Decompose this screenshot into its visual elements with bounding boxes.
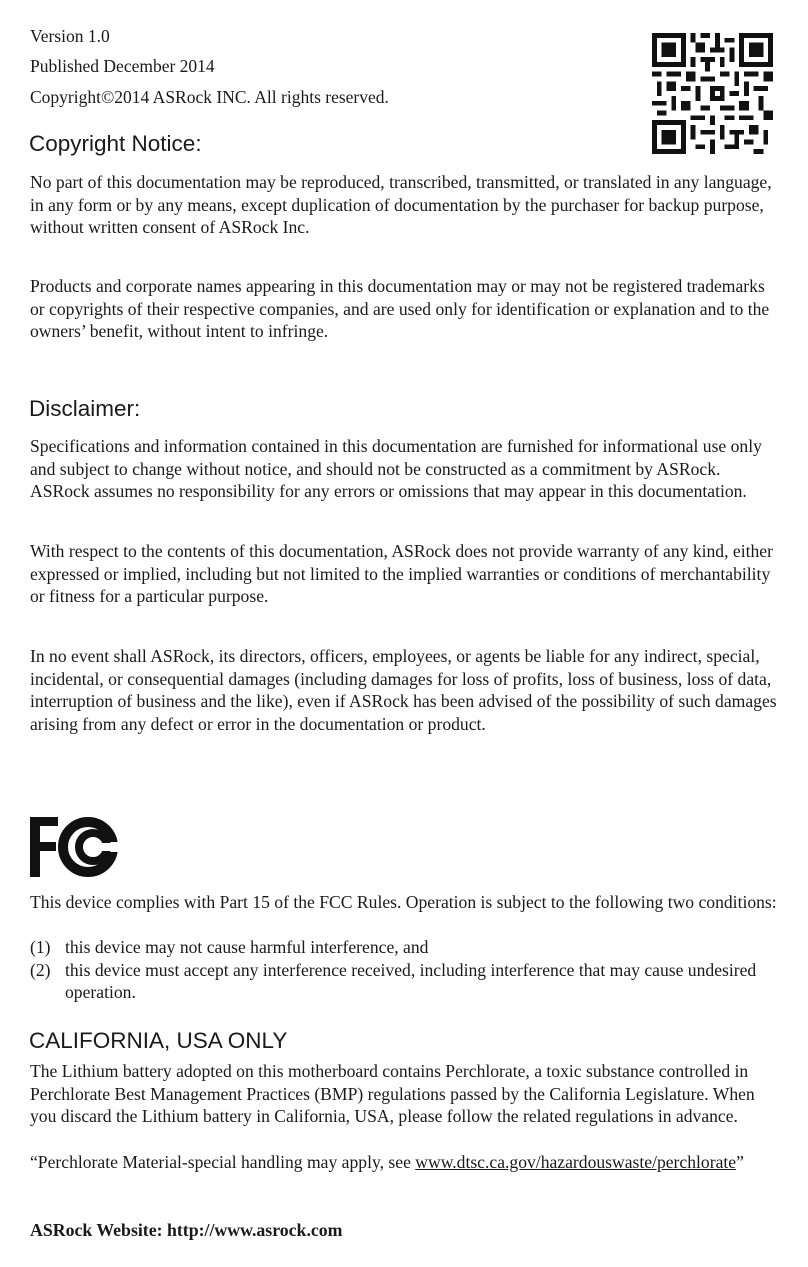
perchlorate-note	[30, 1151, 778, 1174]
condition-number: (2)	[30, 959, 51, 980]
qr-code-icon	[652, 33, 773, 154]
published-date: Published December 2014	[30, 56, 215, 76]
copyright-notice-heading: Copyright Notice:	[29, 131, 202, 156]
fcc-intro: This device complies with Part 15 of the FCC Rules. Operation is subject to the following two conditions:	[30, 892, 777, 912]
fcc-conditions-list	[30, 936, 778, 1004]
asrock-website: ASRock Website: http://www.asrock.com	[30, 1220, 343, 1240]
version-text: Version 1.0	[30, 26, 110, 46]
condition-text: this device must accept any interference received, including interference that may cause undesired operation.	[65, 959, 757, 1003]
copyright-line: Copyright©2014 ASRock INC. All rights reserved.	[30, 87, 389, 107]
condition-text: this device may not cause harmful interference, and	[65, 937, 429, 957]
disclaimer-heading: Disclaimer:	[29, 396, 141, 421]
dtsc-link[interactable]: www.dtsc.ca.gov/hazardouswaste/perchlorate	[415, 1152, 737, 1172]
perchlorate-quote-prefix: “Perchlorate Material-special handling may apply, see	[30, 1152, 416, 1172]
disclaimer-paragraph-3: In no event shall ASRock, its directors, officers, employees, or agents be liable for any indirect, special, incidental, or consequential damages (including damages for loss of profits, loss of business, loss of data, interruption of business and the like), even if ASRock has been advised of the possibility of such damages arising from any defect or error in the documentation or product.	[30, 646, 777, 734]
california-heading: CALIFORNIA, USA ONLY	[29, 1028, 288, 1053]
california-paragraph: The Lithium battery adopted on this motherboard contains Perchlorate, a toxic substance controlled in Perchlorate Best Management Practices (BMP) regulations passed by the California Legislature. When you discard the Lithium battery in California, USA, please follow the related regulations in advance.	[30, 1061, 755, 1127]
disclaimer-paragraph-1: Specifications and information contained in this documentation are furnished for informational use only and subject to change without notice, and should not be constructed as a commitment by ASRock. ASRock assumes no responsibility for any errors or omissions that may appear in this documentation.	[30, 436, 762, 502]
fcc-logo-icon	[30, 817, 118, 877]
copyright-paragraph-1: No part of this documentation may be reproduced, transcribed, transmitted, or translated in any language, in any form or by any means, except duplication of documentation by the purchaser for backup purpose, without written consent of ASRock Inc.	[30, 172, 772, 238]
copyright-paragraph-2: Products and corporate names appearing in this documentation may or may not be registered trademarks or copyrights of their respective companies, and are used only for identification or explanation and to the owners’ benefit, without intent to infringe.	[30, 276, 770, 342]
disclaimer-paragraph-2: With respect to the contents of this documentation, ASRock does not provide warranty of any kind, either expressed or implied, including but not limited to the implied warranties or conditions of merchantability or fitness for a particular purpose.	[30, 541, 773, 607]
condition-number: (1)	[30, 937, 51, 957]
fcc-condition	[30, 936, 778, 959]
perchlorate-quote-suffix: ”	[736, 1152, 744, 1172]
fcc-condition	[30, 959, 778, 1004]
